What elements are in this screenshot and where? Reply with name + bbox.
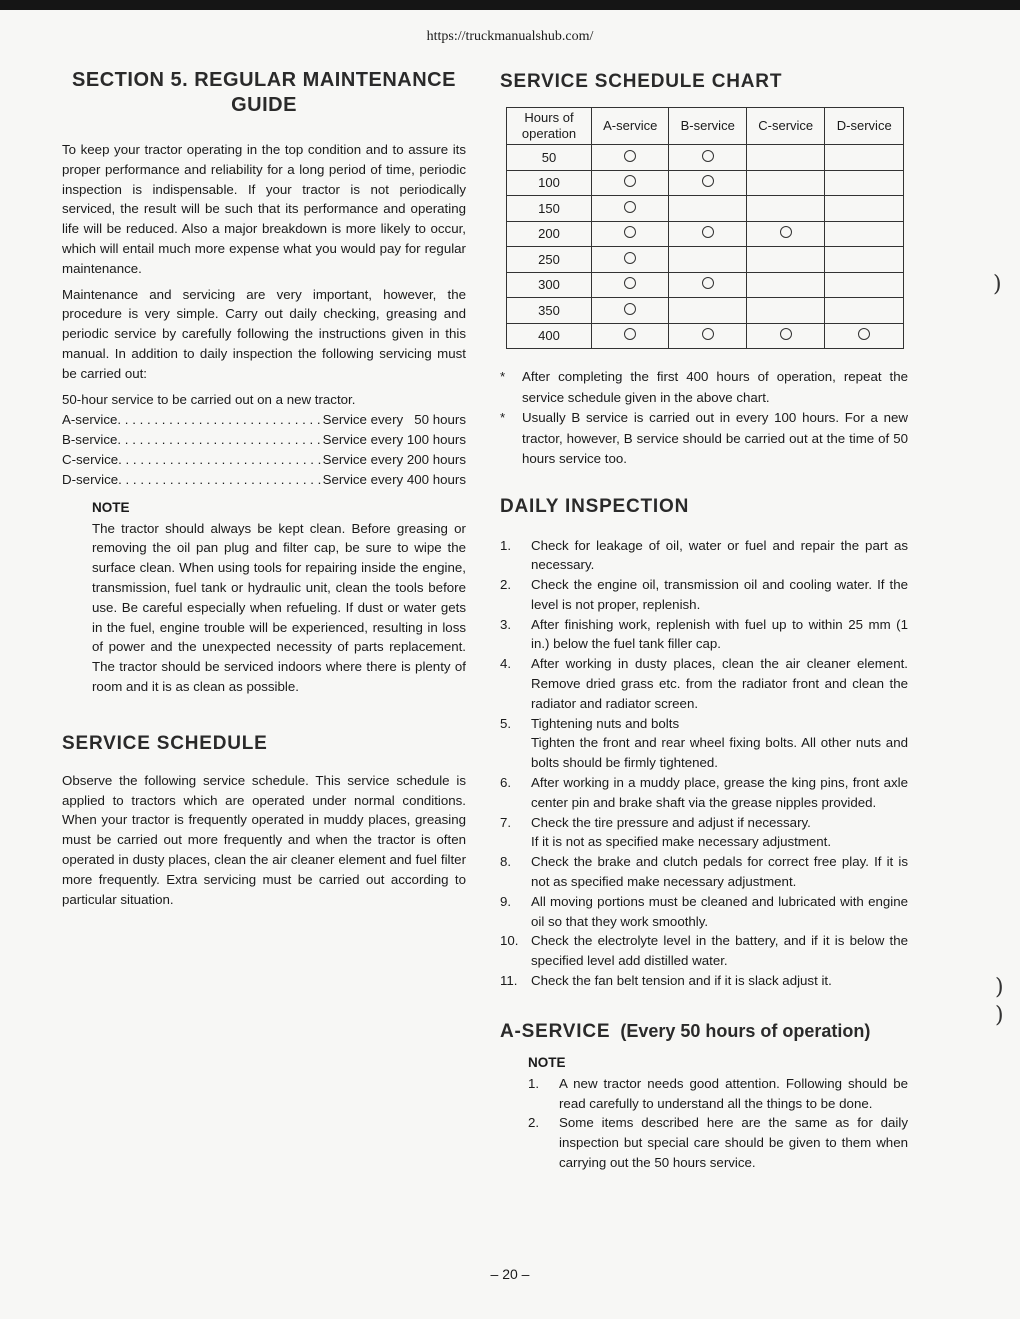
a-service-note-item <box>528 1113 908 1172</box>
header-hours: Hours of operation <box>507 108 592 145</box>
daily-inspection-item <box>500 892 908 932</box>
service-schedule-text: Observe the following service schedule. This service schedule is applied to tractors which are operated under normal conditions. When your tractor is frequently operated in muddy places, greasing must be carried out more frequently and when the tractor is often operated in dusty places, clean the air cleaner element and fuel filter more frequently. Extra servicing must be carried out according to particular situation. <box>62 772 466 907</box>
item-text: Check the brake and clutch pedals for correct free play. If it is not as specified make necessary adjustment. <box>531 854 908 890</box>
service-cell <box>669 170 746 196</box>
circle-icon <box>702 175 714 187</box>
left-column <box>62 68 466 909</box>
daily-inspection-item <box>500 654 908 713</box>
table-row <box>507 221 904 247</box>
service-cell <box>669 221 746 247</box>
a-service-note <box>528 1055 908 1173</box>
circle-icon <box>702 328 714 340</box>
dot-leader <box>117 410 322 430</box>
service-cell <box>825 221 904 247</box>
item-number: 2. <box>500 577 512 593</box>
scan-mark: ) <box>995 1003 1004 1028</box>
hours-cell: 100 <box>507 170 592 196</box>
item-number: 4. <box>500 656 512 672</box>
service-cell <box>669 145 746 171</box>
service-cell <box>825 323 904 349</box>
dot-leader <box>118 450 322 470</box>
service-cell <box>746 272 825 298</box>
service-cell <box>825 298 904 324</box>
service-cell <box>825 247 904 273</box>
service-cell <box>825 196 904 222</box>
circle-icon <box>624 175 636 187</box>
circle-icon <box>858 328 870 340</box>
note-text: The tractor should always be kept clean. Before greasing or removing the oil pan plug and filter cap, be sure to wipe the surface clean. When using tools for repairing inside the engine, transmission, fuel tank or hydraulic unit, clean the tools before use. Be careful especially when refueling. If dust or water gets in the fuel, engine trouble will be experienced, resulting in loss of power and the unexpected necessity of parts replacement. The tractor should be serviced indoors where there is plenty of room and it is as clean as possible. <box>92 520 466 694</box>
table-row <box>507 196 904 222</box>
source-url[interactable]: https://truckmanualshub.com/ <box>426 29 594 44</box>
item-text: Check the tire pressure and adjust if necessary. If it is not as specified make necessary adjustment. <box>531 814 832 850</box>
chart-title: SERVICE SCHEDULE CHART <box>500 71 783 92</box>
hours-cell: 150 <box>507 196 592 222</box>
item-text: A new tractor needs good attention. Following should be read carefully to understand all the things to be done. <box>559 1075 908 1111</box>
circle-icon <box>624 226 636 238</box>
item-text: After finishing work, replenish with fuel up to within 25 mm (1 in.) below the fuel tank filler cap. <box>531 616 908 652</box>
service-interval: Service every 50 hours <box>322 411 466 427</box>
daily-inspection-item <box>500 773 908 813</box>
daily-inspection-item <box>500 714 908 773</box>
service-cell <box>746 247 825 273</box>
table-row <box>507 170 904 196</box>
item-number: 5. <box>500 715 512 731</box>
header-d-service: D-service <box>825 108 904 145</box>
table-row <box>507 323 904 349</box>
hours-cell: 50 <box>507 145 592 171</box>
item-number: 11. <box>500 973 518 989</box>
service-cell <box>746 298 825 324</box>
service-schedule-title: SERVICE SCHEDULE <box>62 732 268 754</box>
service-cell <box>746 221 825 247</box>
circle-icon <box>702 277 714 289</box>
note-block <box>92 500 466 697</box>
circle-icon <box>702 150 714 162</box>
header-b-service: B-service <box>669 108 746 145</box>
service-cell <box>669 196 746 222</box>
service-cell <box>592 170 669 196</box>
item-number: 6. <box>500 775 512 791</box>
item-number: 1. <box>500 537 512 553</box>
daily-inspection-item <box>500 575 908 615</box>
a-service-note-title: NOTE <box>528 1054 566 1070</box>
service-interval-line <box>62 430 466 450</box>
service-cell <box>592 272 669 298</box>
item-number: 1. <box>528 1075 540 1091</box>
item-text: Tightening nuts and bolts Tighten the front and rear wheel fixing bolts. All other nuts and bolts should be firmly tightened. <box>531 715 908 771</box>
footnote <box>500 408 908 470</box>
service-cell <box>746 170 825 196</box>
circle-icon <box>780 328 792 340</box>
footnote-text: After completing the first 400 hours of operation, repeat the service schedule given in the above chart. <box>522 369 908 405</box>
item-number: 3. <box>500 616 512 632</box>
scan-mark: ) <box>993 272 1002 297</box>
item-text: Check the electrolyte level in the battery, and if it is below the specified level add distilled water. <box>531 933 908 969</box>
table-header-row <box>507 108 904 145</box>
service-cell <box>746 323 825 349</box>
service-cell <box>825 272 904 298</box>
asterisk-icon: * <box>500 410 506 425</box>
daily-inspection-title: DAILY INSPECTION <box>500 495 690 517</box>
header-c-service: C-service <box>746 108 825 145</box>
item-text: Check the fan belt tension and if it is slack adjust it. <box>531 973 832 989</box>
daily-inspection-item <box>500 931 908 971</box>
hours-cell: 400 <box>507 323 592 349</box>
service-cell <box>669 272 746 298</box>
table-row <box>507 247 904 273</box>
circle-icon <box>624 328 636 340</box>
chart-footnotes <box>500 367 908 470</box>
daily-inspection-item <box>500 813 908 853</box>
hours-cell: 250 <box>507 247 592 273</box>
service-cell <box>746 145 825 171</box>
service-schedule-table <box>506 107 904 349</box>
fifty-hour-line: 50-hour service to be carried out on a new tractor. <box>62 391 356 407</box>
asterisk-icon: * <box>500 369 506 384</box>
a-service-subtitle: (Every 50 hours of operation) <box>620 1020 871 1041</box>
item-number: 10. <box>500 933 519 949</box>
item-number: 2. <box>528 1115 540 1131</box>
item-text: All moving portions must be cleaned and lubricated with engine oil so that they work smoothly. <box>531 893 908 929</box>
item-text: After working in a muddy place, grease the king pins, front axle center pin and brake shaft via the grease nipples provided. <box>531 775 908 810</box>
section-title: SECTION 5. REGULAR MAINTENANCE GUIDE <box>72 69 456 116</box>
footnote <box>500 367 908 408</box>
daily-inspection-item <box>500 852 908 892</box>
table-row <box>507 145 904 171</box>
circle-icon <box>624 252 636 264</box>
item-number: 8. <box>500 854 512 870</box>
service-cell <box>592 247 669 273</box>
table-row <box>507 272 904 298</box>
item-text: Check the engine oil, transmission oil and cooling water. If the level is not proper, replenish. <box>531 577 908 612</box>
a-service-note-item <box>528 1074 908 1114</box>
daily-inspection-item <box>500 971 908 991</box>
item-text: Some items described here are the same as for daily inspection but special care should be given to them when carrying out the 50 hours service. <box>559 1115 908 1171</box>
circle-icon <box>780 226 792 238</box>
circle-icon <box>624 150 636 162</box>
header-a-service: A-service <box>592 108 669 145</box>
circle-icon <box>624 277 636 289</box>
scan-top-edge <box>0 0 1020 10</box>
scan-mark: ) <box>995 975 1004 1000</box>
service-cell <box>592 221 669 247</box>
item-text: Check for leakage of oil, water or fuel and repair the part as necessary. <box>531 537 908 573</box>
service-name: C-service <box>62 451 119 467</box>
service-interval: Service every 200 hours <box>322 451 466 467</box>
intro-paragraph-1: To keep your tractor operating in the top condition and to assure its proper performance and reliability for a long period of time, periodic inspection is indispensable. If your tractor is not periodically serviced, the result will be such that its performance and operating life will be reduced. Also a major breakdown is more likely to occur, which will entail much more expense what you would pay for regular maintenance. <box>62 142 466 276</box>
right-column <box>500 68 908 1173</box>
a-service-heading <box>500 1021 908 1043</box>
service-cell <box>746 196 825 222</box>
a-service-note-list <box>528 1074 908 1173</box>
intro-paragraph-2: Maintenance and servicing are very important, however, the procedure is very simple. Carry out daily checking, greasing and periodic service by carefully following the instructions given in this manual. In addition to daily inspection the following servicing must be carried out: <box>62 286 466 381</box>
service-cell <box>592 323 669 349</box>
item-number: 9. <box>500 893 512 909</box>
service-interval-line <box>62 450 466 470</box>
service-cell <box>825 145 904 171</box>
circle-icon <box>702 226 714 238</box>
service-interval: Service every 100 hours <box>322 431 466 447</box>
daily-inspection-item <box>500 615 908 655</box>
service-cell <box>592 298 669 324</box>
footnote-text: Usually B service is carried out in every 100 hours. For a new tractor, however, B service should be carried out at the time of 50 hours service too. <box>522 410 908 466</box>
dot-leader <box>117 430 322 450</box>
hours-cell: 300 <box>507 272 592 298</box>
service-name: A-service <box>62 411 118 427</box>
daily-inspection-list <box>500 536 908 991</box>
daily-inspection-item <box>500 536 908 576</box>
service-interval-line <box>62 470 466 490</box>
dot-leader <box>118 470 322 490</box>
service-cell <box>592 196 669 222</box>
hours-cell: 350 <box>507 298 592 324</box>
service-interval-list <box>62 410 466 490</box>
item-text: After working in dusty places, clean the air cleaner element. Remove dried grass etc. from the radiator front and clean the radiator and radiator screen. <box>531 656 908 711</box>
service-name: B-service <box>62 431 118 447</box>
service-cell <box>825 170 904 196</box>
service-name: D-service <box>62 471 119 487</box>
service-cell <box>669 323 746 349</box>
a-service-title: A-SERVICE <box>500 1020 611 1042</box>
note-title: NOTE <box>92 499 130 515</box>
circle-icon <box>624 201 636 213</box>
page-number: – 20 – <box>490 1266 530 1282</box>
item-number: 7. <box>500 814 512 830</box>
circle-icon <box>624 303 636 315</box>
service-cell <box>592 145 669 171</box>
service-interval-line <box>62 410 466 430</box>
service-interval: Service every 400 hours <box>322 471 466 487</box>
hours-cell: 200 <box>507 221 592 247</box>
service-cell <box>669 247 746 273</box>
table-row <box>507 298 904 324</box>
service-cell <box>669 298 746 324</box>
